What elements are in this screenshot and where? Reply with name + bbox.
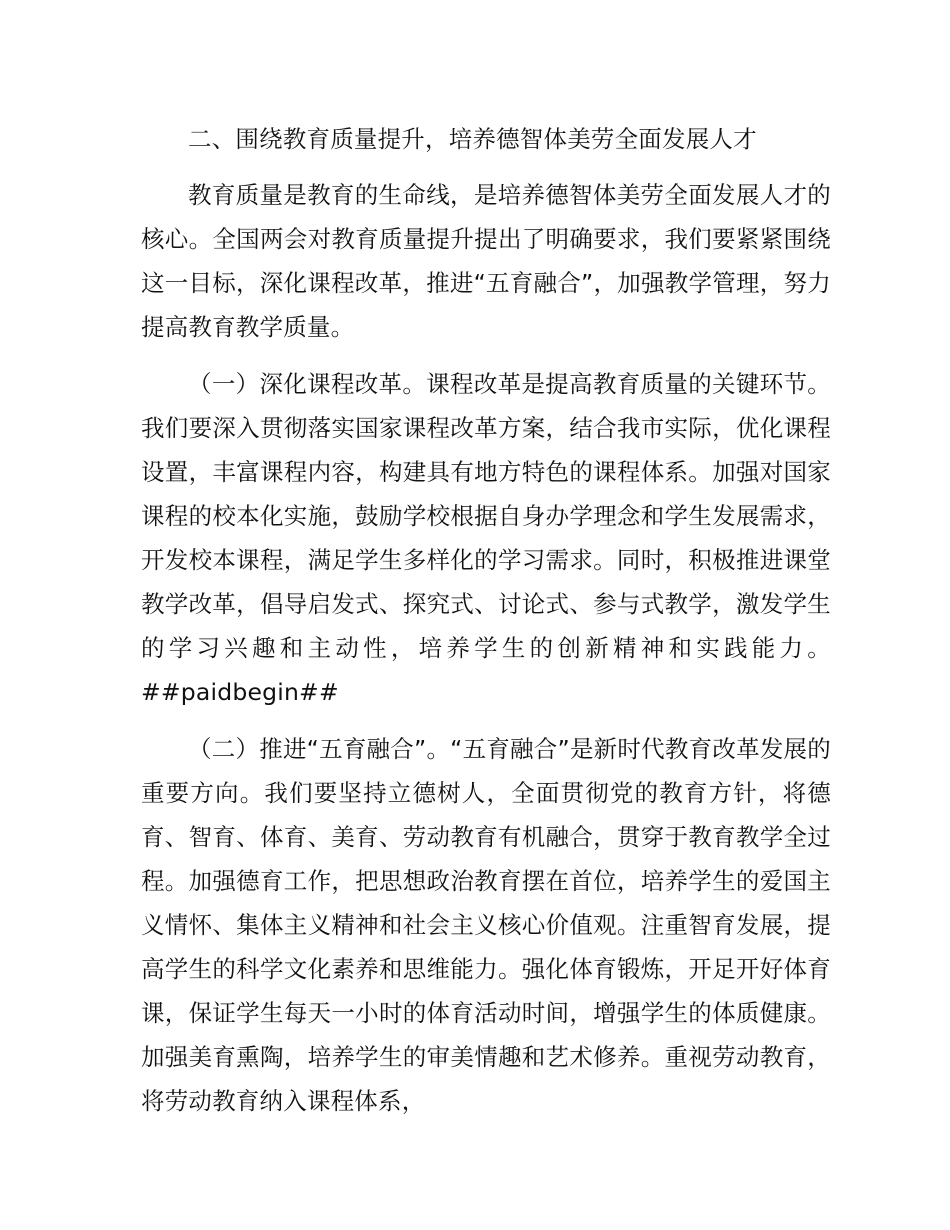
section-heading: 二、围绕教育质量提升，培养德智体美劳全面发展人才 [188,125,757,153]
paragraph-curriculum-reform: （一）深化课程改革。课程改革是提高教育质量的关键环节。我们要深入贯彻落实国家课程改革方案，结合我市实际，优化课程设置，丰富课程内容，构建具有地方特色的课程体系。加强对国家课程的校本化实施，鼓励学校根据自身办学理念和学生发展需求，开发校本课程，满足学生多样化的学习需求。同时，积极推进课堂教学改革，倡导启发式、探究式、讨论式、参与式教学，激发学生的学习兴趣和主动性，培养学生的创新精神和实践能力。##paidbegin## [141,370,831,706]
paragraph-intro: 教育质量是教育的生命线，是培养德智体美劳全面发展人才的核心。全国两会对教育质量提升提出了明确要求，我们要紧紧围绕这一目标，深化课程改革，推进“五育融合”，加强教学管理，努力提高教育教学质量。 [141,181,831,341]
paragraph-five-education-integration: （二）推进“五育融合”。“五育融合”是新时代教育改革发展的重要方向。我们要坚持立德树人，全面贯彻党的教育方针，将德育、智育、体育、美育、劳动教育有机融合，贯穿于教育教学全过程。加强德育工作，把思想政治教育摆在首位，培养学生的爱国主义情怀、集体主义精神和社会主义核心价值观。注重智育发展，提高学生的科学文化素养和思维能力。强化体育锻炼，开足开好体育课，保证学生每天一小时的体育活动时间，增强学生的体质健康。加强美育熏陶，培养学生的审美情趣和艺术修养。重视劳动教育，将劳动教育纳入课程体系， [141,735,831,1115]
document-body [141,117,831,1136]
